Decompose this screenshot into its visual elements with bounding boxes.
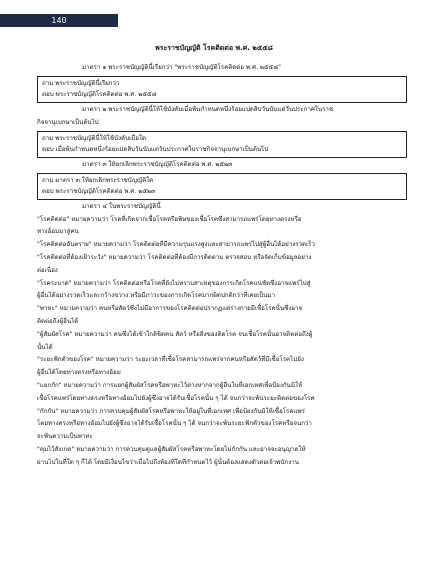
definition-line: โดยทางตรงหรือทางอ้อมไปยังผู้ซึ่งอาจได้รับเชื้อโรคนั้น ๆ ได้ จนกว่าจะพ้นระยะฟักตัวของโรคหรือจนกว่า	[37, 420, 312, 428]
definition-line: ต่อเนื่อง	[37, 266, 58, 274]
page-number: 140	[0, 14, 118, 27]
definition-line: ผู้อื่นได้โดยทางตรงหรือทางอ้อม	[37, 369, 121, 377]
definition-line: ติดต่อถึงผู้อื่นได้	[37, 317, 79, 325]
definition-line: "โรคระบาด" หมายความว่า โรคติดต่อหรือโรคที่ยังไม่ทราบสาเหตุของการเกิดโรคแน่ชัดซึ่งอาจแพร่ไปสู่	[37, 279, 311, 287]
section-1: มาตรา ๑ พระราชบัญญัตินี้เรียกว่า "พระราชบัญญัติโรคติดต่อ พ.ศ. ๒๕๕๘"	[82, 64, 281, 71]
answer: ตอบ เมื่อพ้นกำหนดหนึ่งร้อยแปดสิบวันนับแต่วันประกาศในราชกิจจานุเบกษาเป็นต้นไป	[42, 146, 269, 154]
answer: ตอบ พระราชบัญญัติโรคติดต่อ พ.ศ. ๒๕๕๘	[42, 91, 157, 99]
definition-line: "ระยะฟักตัวของโรค" หมายความว่า ระยะเวลาที่เชื้อโรคสามารถแพร่จากคนหรือสัตว์ที่มีเชื้อโรคไปยัง	[37, 356, 304, 364]
section-2: มาตรา ๒ พระราชบัญญัตินี้ให้ใช้บังคับเมื่อพ้นกำหนดหนึ่งร้อยแปดสิบวันนับแต่วันประกาศในราช	[82, 105, 334, 113]
section-4: มาตรา ๔ ในพระราชบัญญัตินี้	[82, 202, 161, 210]
document-body	[37, 62, 407, 469]
page-title: พระราชบัญญัติ โรคติดต่อ พ.ศ. ๒๕๕๘	[155, 44, 273, 52]
definition-line: "แยกกัก" หมายความว่า การแยกผู้สัมผัสโรคหรือพาหะไว้ต่างหากจากผู้อื่นในที่เอกเทศเพื่อป้องกันมิให้	[37, 381, 303, 389]
definition-line: ทางอ้อมมาสู่คน	[37, 228, 79, 236]
definition-line: "โรคติดต่ออันตราย" หมายความว่า โรคติดต่อที่มีความรุนแรงสูงและสามารถแพร่ไปสู่ผู้อื่นได้อย่างรวดเร็ว	[37, 241, 315, 249]
qa-box-1	[37, 76, 407, 103]
section-3: มาตรา ๓ ให้ยกเลิกพระราชบัญญัติโรคติดต่อ พ.ศ. ๒๕๒๓	[82, 160, 233, 168]
qa-box-2	[37, 131, 407, 158]
question: ถาม พระราชบัญญัตินี้ให้ใช้บังคับเมื่อใด	[42, 134, 146, 142]
definition-line: นั้นได้	[37, 343, 53, 351]
definition-line: "โรคติดต่อ" หมายความว่า โรคที่เกิดจากเชื้อโรคหรือพิษของเชื้อโรคซึ่งสามารถแพร่โดยทางตรงหรือ	[37, 215, 302, 223]
definition-line: เชื้อโรคแพร่โดยทางตรงหรือทางอ้อมไปยังผู้ซึ่งอาจได้รับเชื้อโรคนั้น ๆ ได้ จนกว่าจะพ้นระยะติดต่อของโรค	[37, 394, 315, 402]
definition-line: "ผู้สัมผัสโรค" หมายความว่า คนซึ่งได้เข้าใกล้ชิดคน สัตว์ หรือสิ่งของติดโรค จนเชื้อโรคนั้นอาจติดต่อถึงผู้	[37, 330, 313, 338]
question: ถาม พระราชบัญญัตินี้เรียกว่า	[42, 79, 120, 87]
qa-box-3	[37, 173, 407, 200]
definition-line: จะพ้นความเป็นพาหะ	[37, 433, 93, 441]
definition-line: "โรคติดต่อที่ต้องเฝ้าระวัง" หมายความว่า โรคติดต่อที่ต้องมีการติดตาม ตรวจสอบ หรือจัดเก็บข้อมูลอย่าง	[37, 253, 312, 261]
definition-line: "พาหะ" หมายความว่า คนหรือสัตว์ซึ่งไม่มีอาการของโรคติดต่อปรากฏแต่ร่างกายมีเชื้อโรคนั้นซึ่งอาจ	[37, 305, 303, 313]
section-2-cont: กิจจานุเบกษาเป็นต้นไป	[37, 118, 99, 126]
definition-line: ผ่านไปในที่ใด ๆ ก็ได้ โดยมีเงื่อนไขว่าเมื่อไปถึงท้องที่ใดที่กำหนดไว้ ผู้นั้นต้องแสดงตัวต่อเจ้าพนักงาน	[37, 458, 299, 466]
answer: ตอบ พระราชบัญญัติโรคติดต่อ พ.ศ. ๒๕๒๓	[42, 188, 156, 196]
definition-line: "กักกัน" หมายความว่า การควบคุมผู้สัมผัสโรคหรือพาหะให้อยู่ในที่เอกเทศ เพื่อป้องกันมิให้เชื้อโรคแพร่	[37, 407, 305, 415]
definition-line: "คุมไว้สังเกต" หมายความว่า การควบคุมดูแลผู้สัมผัสโรคหรือพาหะโดยไม่กักกัน และอาจจะอนุญาตให้	[37, 445, 306, 453]
definition-line: ผู้อื่นได้อย่างรวดเร็วและกว้างขวาง หรือมีภาวะของการเกิดโรคมากผิดปกติกว่าที่เคยเป็นมา	[37, 292, 276, 300]
question: ถาม มาตรา ๓ ให้ยกเลิกพระราชบัญญัติใด	[42, 176, 154, 184]
